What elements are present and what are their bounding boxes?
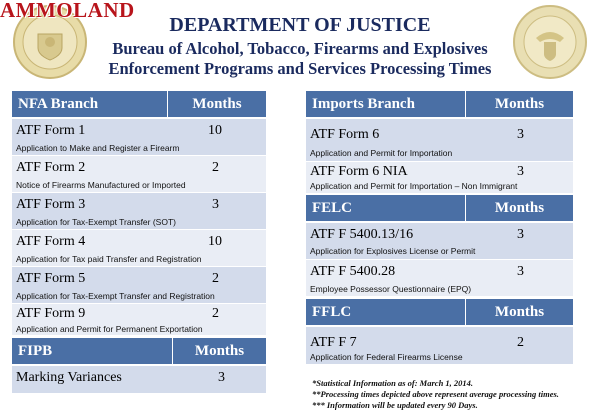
table-row [12,366,266,394]
form-description: Application for Tax paid Transfer and Registration [16,254,202,264]
months-value: 3 [218,370,225,385]
form-name: ATF Form 4 [16,234,86,249]
months-value: 3 [517,127,524,142]
form-name: ATF F 7 [310,335,357,350]
form-name: ATF Form 9 [16,306,86,321]
table-row [306,223,573,260]
watermark-logo: AMMOLAND [0,0,135,22]
fipb-header-branch: FIPB [12,338,172,364]
table-row [12,230,266,267]
months-value: 3 [517,264,524,279]
doj-seal-icon [512,4,588,80]
form-name: ATF Form 6 NIA [310,164,408,179]
fflc-header-months: Months [466,299,573,325]
imports-header-months: Months [466,91,573,117]
imports-header-branch: Imports Branch [306,91,465,117]
item-name: Marking Variances [16,370,122,385]
felc-header-branch: FELC [306,195,465,221]
table-row [306,119,573,162]
months-value: 2 [212,160,219,175]
form-description: Notice of Firearms Manufactured or Imported [16,180,186,190]
table-row [306,162,573,194]
footnote-update-frequency: *** Information will be updated every 90 Days. [312,400,478,410]
page-subtitle-bureau: Bureau of Alcohol, Tobacco, Firearms and Explosives [112,39,488,58]
felc-header-months: Months [466,195,573,221]
form-description: Application for Federal Firearms License [310,352,463,362]
table-row [12,119,266,156]
page-header [80,10,520,79]
table-row [12,156,266,193]
form-name: ATF F 5400.28 [310,264,396,279]
form-name: ATF Form 6 [310,127,380,142]
nfa-header-branch: NFA Branch [12,91,167,117]
fipb-header-months: Months [173,338,266,364]
table-row [12,193,266,230]
form-description: Application and Permit for Importation – Non Immigrant [310,181,518,191]
form-name: ATF Form 2 [16,160,86,175]
form-description: Application for Tax-Exempt Transfer and Registration [16,291,215,301]
form-name: ATF Form 3 [16,197,86,212]
form-description: Application and Permit for Importation [310,148,453,158]
form-description: Application for Explosives License or Permit [310,246,476,256]
months-value: 3 [517,164,524,179]
months-value: 2 [212,271,219,286]
form-name: ATF Form 5 [16,271,86,286]
form-name: ATF F 5400.13/16 [310,227,414,242]
months-value: 10 [208,234,222,249]
form-description: Application to Make and Register a Firearm [16,143,180,153]
months-value: 10 [208,123,222,138]
page-subtitle-programs: Enforcement Programs and Services Processing Times [108,59,492,78]
table-row [306,327,573,365]
fflc-header-branch: FFLC [306,299,465,325]
months-value: 2 [212,306,219,321]
table-row [306,260,573,297]
footnote-average-times: **Processing times depicted above represent average processing times. [312,389,559,399]
table-row [12,304,266,336]
months-value: 3 [212,197,219,212]
nfa-header-months: Months [168,91,266,117]
footnotes [312,378,559,411]
table-row [12,267,266,304]
footnote-statistics-date: *Statistical Information as of: March 1, 2014. [312,378,474,388]
form-description: Application and Permit for Permanent Exportation [16,324,203,334]
months-value: 2 [517,335,524,350]
page-title: DEPARTMENT OF JUSTICE [169,14,431,36]
form-name: ATF Form 1 [16,123,86,138]
months-value: 3 [517,227,524,242]
form-description: Application for Tax-Exempt Transfer (SOT) [16,217,176,227]
form-description: Employee Possessor Questionnaire (EPQ) [310,284,472,294]
